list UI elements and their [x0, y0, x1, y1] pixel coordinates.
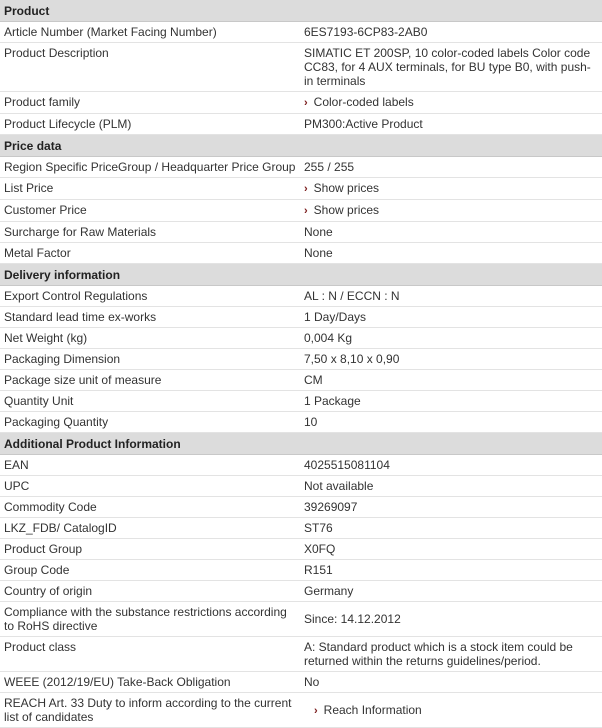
section-header: [0, 0, 602, 22]
row-label: Metal Factor: [0, 243, 300, 264]
row-label: Country of origin: [0, 581, 300, 602]
table-row: [0, 307, 602, 328]
table-row: [0, 22, 602, 43]
row-value-cell: [300, 92, 602, 114]
row-label: Group Code: [0, 560, 300, 581]
row-label: REACH Art. 33 Duty to inform according to the current list of candidates: [0, 693, 300, 728]
row-value-cell: [300, 200, 602, 222]
row-value: No: [300, 672, 602, 693]
row-value: X0FQ: [300, 539, 602, 560]
value-link[interactable]: [304, 95, 414, 109]
link-text: Show prices: [313, 203, 380, 217]
table-row: [0, 391, 602, 412]
row-value: 7,50 x 8,10 x 0,90: [300, 349, 602, 370]
row-value: SIMATIC ET 200SP, 10 color-coded labels Color code CC83, for 4 AUX terminals, for BU type B0, with push-in terminals: [300, 43, 602, 92]
row-value-cell: [300, 693, 602, 728]
link-text: Color-coded labels: [313, 95, 414, 109]
value-link[interactable]: [314, 703, 422, 717]
chevron-right-icon: ›: [314, 704, 318, 717]
row-value: None: [300, 243, 602, 264]
row-label: List Price: [0, 178, 300, 200]
value-link[interactable]: [304, 203, 379, 217]
table-row: [0, 222, 602, 243]
table-row: [0, 43, 602, 92]
table-row: [0, 602, 602, 637]
row-label: Product family: [0, 92, 300, 114]
table-row: [0, 476, 602, 497]
row-label: Product Group: [0, 539, 300, 560]
row-label: UPC: [0, 476, 300, 497]
row-label: EAN: [0, 455, 300, 476]
value-link[interactable]: [304, 181, 379, 195]
section-header: [0, 264, 602, 286]
table-row: [0, 672, 602, 693]
row-value: PM300:Active Product: [300, 114, 602, 135]
table-row: [0, 693, 602, 728]
row-value: 1 Package: [300, 391, 602, 412]
table-row: [0, 178, 602, 200]
row-label: Compliance with the substance restrictions according to RoHS directive: [0, 602, 300, 637]
row-label: Packaging Dimension: [0, 349, 300, 370]
row-label: WEEE (2012/19/EU) Take-Back Obligation: [0, 672, 300, 693]
section-header: [0, 135, 602, 157]
table-row: [0, 114, 602, 135]
table-row: [0, 92, 602, 114]
row-label: Package size unit of measure: [0, 370, 300, 391]
table-row: [0, 370, 602, 391]
row-label: Region Specific PriceGroup / Headquarter Price Group: [0, 157, 300, 178]
row-label: Commodity Code: [0, 497, 300, 518]
row-label: Surcharge for Raw Materials: [0, 222, 300, 243]
row-label: Article Number (Market Facing Number): [0, 22, 300, 43]
row-value: 6ES7193-6CP83-2AB0: [300, 22, 602, 43]
row-value: Germany: [300, 581, 602, 602]
row-value: A: Standard product which is a stock item could be returned within the returns guidelines/period.: [300, 637, 602, 672]
row-value: Not available: [300, 476, 602, 497]
section-title: Product: [0, 0, 602, 22]
table-row: [0, 560, 602, 581]
row-label: Product Lifecycle (PLM): [0, 114, 300, 135]
section-title: Additional Product Information: [0, 433, 602, 455]
table-row: [0, 637, 602, 672]
table-row: [0, 581, 602, 602]
table-row: [0, 243, 602, 264]
row-label: Packaging Quantity: [0, 412, 300, 433]
row-value: AL : N / ECCN : N: [300, 286, 602, 307]
row-value-cell: [300, 178, 602, 200]
row-value: R151: [300, 560, 602, 581]
row-label: LKZ_FDB/ CatalogID: [0, 518, 300, 539]
row-value: ST76: [300, 518, 602, 539]
table-row: [0, 455, 602, 476]
table-row: [0, 539, 602, 560]
row-label: Net Weight (kg): [0, 328, 300, 349]
chevron-right-icon: ›: [304, 97, 308, 109]
table-row: [0, 497, 602, 518]
table-row: [0, 157, 602, 178]
row-value: CM: [300, 370, 602, 391]
row-value: 255 / 255: [300, 157, 602, 178]
chevron-right-icon: ›: [304, 205, 308, 217]
chevron-right-icon: ›: [304, 183, 308, 195]
row-label: Customer Price: [0, 200, 300, 222]
row-value: Since: 14.12.2012: [300, 602, 602, 637]
row-value: None: [300, 222, 602, 243]
row-value: 4025515081104: [300, 455, 602, 476]
table-row: [0, 200, 602, 222]
row-value: 1 Day/Days: [300, 307, 602, 328]
row-label: Quantity Unit: [0, 391, 300, 412]
row-value: 10: [300, 412, 602, 433]
section-title: Price data: [0, 135, 602, 157]
link-text: Show prices: [313, 181, 380, 195]
row-label: Product class: [0, 637, 300, 672]
section-header: [0, 433, 602, 455]
row-label: Standard lead time ex-works: [0, 307, 300, 328]
section-title: Delivery information: [0, 264, 602, 286]
link-text: Reach Information: [323, 702, 422, 717]
row-value: 0,004 Kg: [300, 328, 602, 349]
table-row: [0, 328, 602, 349]
table-row: [0, 286, 602, 307]
row-label: Export Control Regulations: [0, 286, 300, 307]
table-row: [0, 349, 602, 370]
row-value: 39269097: [300, 497, 602, 518]
table-row: [0, 518, 602, 539]
row-label: Product Description: [0, 43, 300, 92]
table-row: [0, 412, 602, 433]
